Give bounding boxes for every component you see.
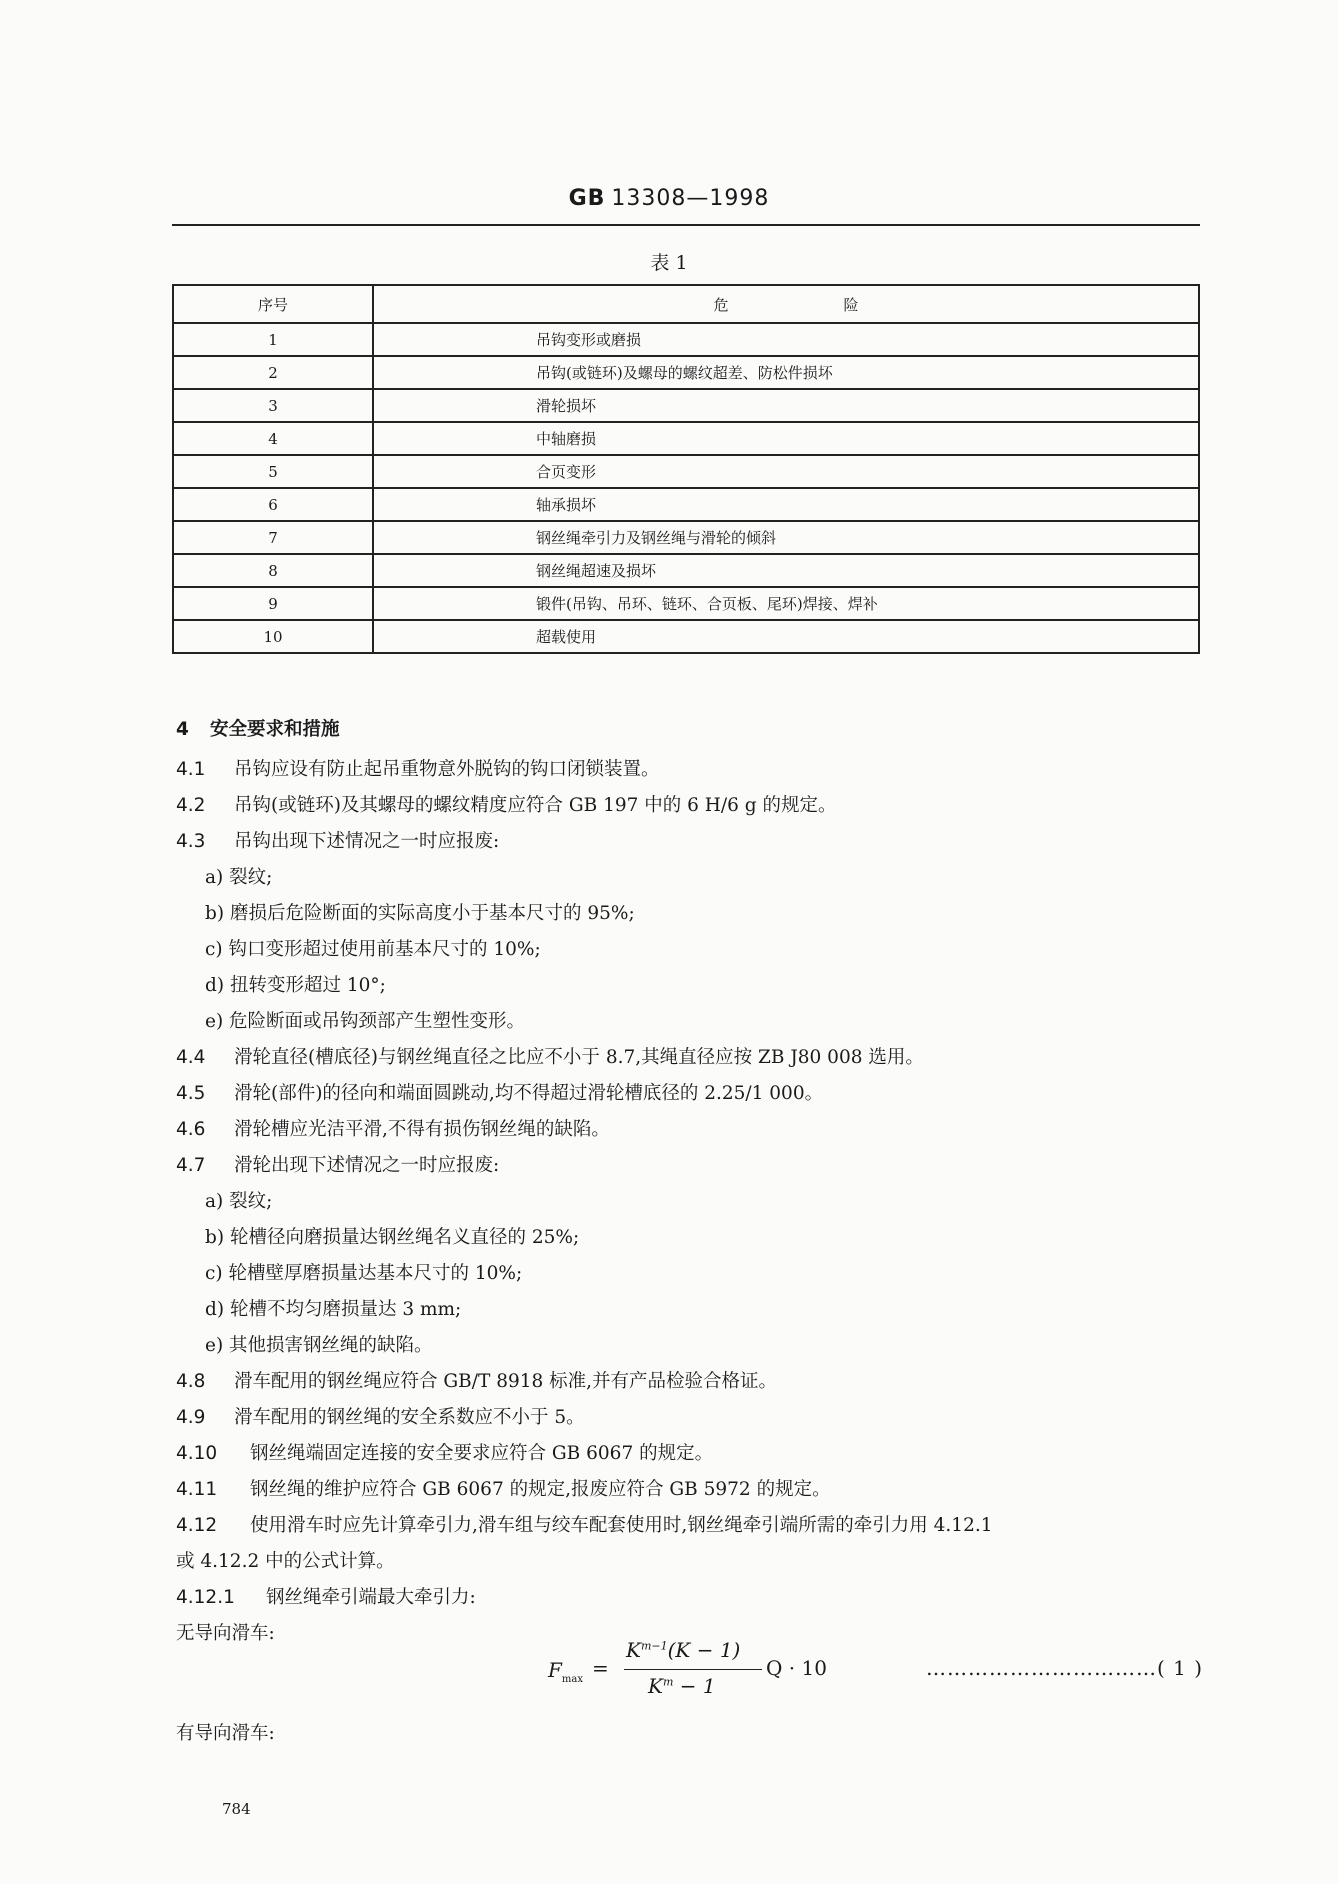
clause-4-3-a: a) 裂纹; bbox=[205, 867, 273, 888]
standard-header bbox=[0, 186, 1338, 211]
row-number: 2 bbox=[173, 356, 373, 389]
section-4-heading bbox=[176, 716, 340, 744]
table-header-row bbox=[173, 285, 1199, 323]
col-header-hazard: 危 险 bbox=[373, 285, 1199, 323]
clause-4-3: 4.3 吊钩出现下述情况之一时应报废: bbox=[176, 831, 500, 852]
row-hazard: 超载使用 bbox=[373, 620, 1199, 653]
clause-4-12-1: 4.12.1 钢丝绳牵引端最大牵引力: bbox=[176, 1587, 476, 1608]
no-guide-pulley-label: 无导向滑车: bbox=[176, 1623, 275, 1644]
formula-denominator: $K^m - 1$ bbox=[648, 1674, 716, 1698]
clause-4-8: 4.8 滑车配用的钢丝绳应符合 GB/T 8918 标准,并有产品检验合格证。 bbox=[176, 1371, 778, 1392]
clause-4-12-continued: 或 4.12.2 中的公式计算。 bbox=[176, 1551, 395, 1572]
table-caption: 表 1 bbox=[650, 252, 688, 274]
clause-4-11: 4.11 钢丝绳的维护应符合 GB 6067 的规定,报废应符合 GB 5972 的规定。 bbox=[176, 1479, 831, 1500]
clause-4-1: 4.1 吊钩应设有防止起吊重物意外脱钩的钩口闭锁装置。 bbox=[176, 759, 660, 780]
row-hazard: 吊钩(或链环)及螺母的螺纹超差、防松件损坏 bbox=[373, 356, 1199, 389]
clause-4-3-b: b) 磨损后危险断面的实际高度小于基本尺寸的 95%; bbox=[205, 903, 635, 924]
table-row bbox=[173, 587, 1199, 620]
header-prefix: GB bbox=[568, 186, 606, 211]
table-row bbox=[173, 620, 1199, 653]
table-row bbox=[173, 356, 1199, 389]
row-number: 10 bbox=[173, 620, 373, 653]
table-row bbox=[173, 554, 1199, 587]
clause-4-3-c: c) 钩口变形超过使用前基本尺寸的 10%; bbox=[205, 939, 541, 960]
table-row bbox=[173, 422, 1199, 455]
table-row bbox=[173, 488, 1199, 521]
formula-number: ……………………………( 1 ) bbox=[926, 1656, 1204, 1680]
row-hazard: 钢丝绳超速及损坏 bbox=[373, 554, 1199, 587]
section-title: 安全要求和措施 bbox=[210, 719, 340, 740]
table-row bbox=[173, 389, 1199, 422]
clause-4-5: 4.5 滑轮(部件)的径向和端面圆跳动,均不得超过滑轮槽底径的 2.25/1 000。 bbox=[176, 1083, 824, 1104]
row-number: 5 bbox=[173, 455, 373, 488]
section-number: 4 bbox=[176, 719, 189, 740]
row-number: 4 bbox=[173, 422, 373, 455]
table-row bbox=[173, 521, 1199, 554]
row-number: 9 bbox=[173, 587, 373, 620]
row-number: 3 bbox=[173, 389, 373, 422]
row-hazard: 锻件(吊钩、吊环、链环、合页板、尾环)焊接、焊补 bbox=[373, 587, 1199, 620]
clause-4-7: 4.7 滑轮出现下述情况之一时应报废: bbox=[176, 1155, 500, 1176]
col-header-no: 序号 bbox=[173, 285, 373, 323]
table-row bbox=[173, 323, 1199, 356]
row-hazard: 轴承损坏 bbox=[373, 488, 1199, 521]
hazard-table bbox=[172, 284, 1200, 654]
formula-numerator: $K^{m-1}(K - 1)$ bbox=[626, 1638, 741, 1662]
clause-4-7-a: a) 裂纹; bbox=[205, 1191, 273, 1212]
table-row bbox=[173, 455, 1199, 488]
fraction-bar bbox=[624, 1669, 762, 1670]
row-hazard: 钢丝绳牵引力及钢丝绳与滑轮的倾斜 bbox=[373, 521, 1199, 554]
row-number: 1 bbox=[173, 323, 373, 356]
row-hazard: 中轴磨损 bbox=[373, 422, 1199, 455]
formula-tail: Q · 10 bbox=[766, 1656, 827, 1680]
clause-4-6: 4.6 滑轮槽应光洁平滑,不得有损伤钢丝绳的缺陷。 bbox=[176, 1119, 610, 1140]
clause-4-10: 4.10 钢丝绳端固定连接的安全要求应符合 GB 6067 的规定。 bbox=[176, 1443, 714, 1464]
row-number: 6 bbox=[173, 488, 373, 521]
clause-4-3-d: d) 扭转变形超过 10°; bbox=[205, 975, 386, 996]
row-hazard: 合页变形 bbox=[373, 455, 1199, 488]
formula-equals: = bbox=[592, 1656, 609, 1680]
clause-4-4: 4.4 滑轮直径(槽底径)与钢丝绳直径之比应不小于 8.7,其绳直径应按 ZB J80 008 选用。 bbox=[176, 1047, 924, 1068]
formula-1 bbox=[548, 1638, 1208, 1710]
header-rule bbox=[172, 224, 1200, 226]
formula-lhs: $F_{max}$ bbox=[548, 1658, 583, 1685]
with-guide-pulley-label: 有导向滑车: bbox=[176, 1723, 275, 1744]
clause-4-7-d: d) 轮槽不均匀磨损量达 3 mm; bbox=[205, 1299, 462, 1320]
clause-4-9: 4.9 滑车配用的钢丝绳的安全系数应不小于 5。 bbox=[176, 1407, 585, 1428]
clause-4-7-e: e) 其他损害钢丝绳的缺陷。 bbox=[205, 1335, 433, 1356]
row-hazard: 滑轮损坏 bbox=[373, 389, 1199, 422]
clause-4-7-c: c) 轮槽壁厚磨损量达基本尺寸的 10%; bbox=[205, 1263, 523, 1284]
row-number: 7 bbox=[173, 521, 373, 554]
clause-4-12: 4.12 使用滑车时应先计算牵引力,滑车组与绞车配套使用时,钢丝绳牵引端所需的牵引力用 4.12.1 bbox=[176, 1515, 993, 1536]
row-hazard: 吊钩变形或磨损 bbox=[373, 323, 1199, 356]
clause-4-7-b: b) 轮槽径向磨损量达钢丝绳名义直径的 25%; bbox=[205, 1227, 580, 1248]
clause-4-3-e: e) 危险断面或吊钩颈部产生塑性变形。 bbox=[205, 1011, 526, 1032]
clause-4-2: 4.2 吊钩(或链环)及其螺母的螺纹精度应符合 GB 197 中的 6 H/6 g 的规定。 bbox=[176, 795, 837, 816]
header-code: 13308—1998 bbox=[611, 186, 770, 211]
row-number: 8 bbox=[173, 554, 373, 587]
page-number: 784 bbox=[222, 1800, 251, 1818]
